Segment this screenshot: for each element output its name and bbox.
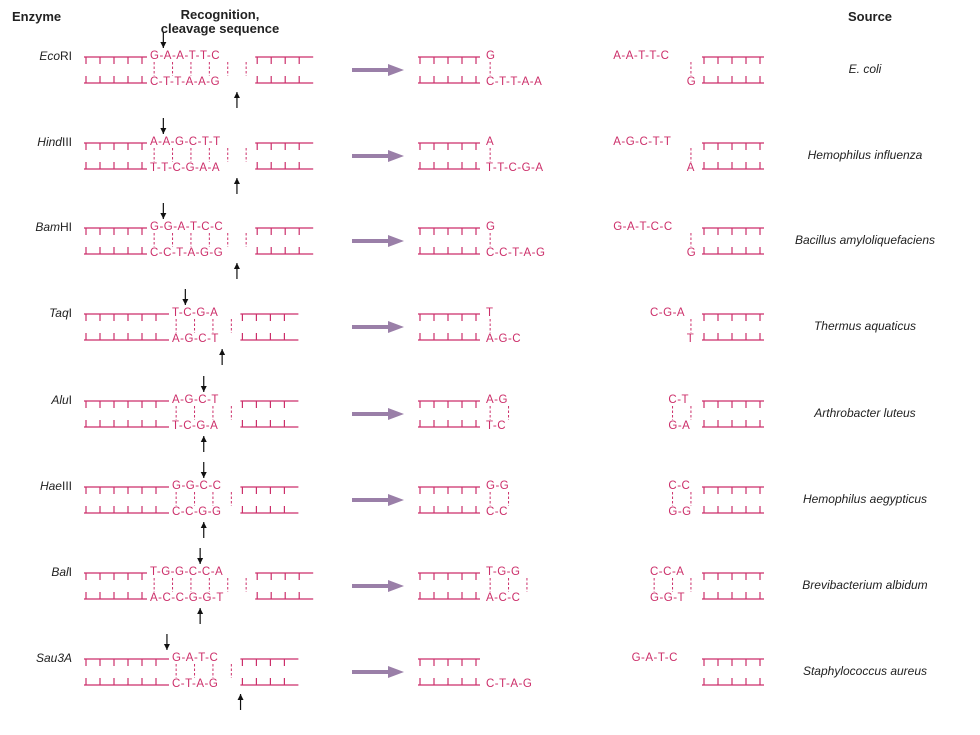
- enzyme-name-italic: Taq: [49, 306, 69, 320]
- source-organism: Thermus aquaticus: [813, 319, 917, 333]
- source-organism: Bacillus amyloliquefaciens: [794, 233, 936, 247]
- source-organism: Hemophilus influenza: [807, 148, 923, 162]
- recognition-top-strand: T-C-G-A: [172, 307, 219, 319]
- cut-site-arrow-bottom-head: [201, 522, 207, 528]
- right-fragment-bottom: A: [686, 162, 695, 174]
- enzyme-name-italic: Hae: [39, 479, 62, 493]
- recognition-bottom-strand: C-C-G-G: [172, 506, 222, 518]
- left-fragment-top: T-G-G: [486, 566, 521, 578]
- enzyme-name-suffix: III: [61, 479, 72, 493]
- cut-site-arrow-top-head: [160, 213, 166, 219]
- left-fragment-bottom: C-T-A-G: [486, 678, 533, 690]
- enzyme-name-suffix: III: [61, 135, 72, 149]
- enzyme-name-italic: Bam: [35, 220, 60, 234]
- right-fragment-top: G-A-T-C-C: [613, 221, 673, 233]
- cut-site-arrow-top-head: [160, 42, 166, 48]
- right-fragment-top: A-A-T-T-C: [613, 50, 670, 62]
- recognition-top-strand: G-G-A-T-C-C: [150, 221, 224, 233]
- header-recognition-line2: cleavage sequence: [160, 21, 280, 36]
- enzyme-name-suffix: I: [68, 565, 72, 579]
- left-fragment-bottom: T-C: [486, 420, 507, 432]
- cut-site-arrow-top-head: [164, 644, 170, 650]
- enzyme-name-italic: Eco: [39, 49, 60, 63]
- reaction-arrow-head: [388, 64, 404, 76]
- enzyme-name-suffix: HI: [60, 220, 72, 234]
- left-fragment-top: T: [486, 307, 494, 319]
- recognition-bottom-strand: C-C-T-A-G-G: [150, 247, 224, 259]
- cut-site-arrow-bottom-head: [201, 436, 207, 442]
- right-fragment-top: C-C-A: [650, 566, 685, 578]
- header-enzyme: Enzyme: [12, 9, 62, 24]
- reaction-arrow-head: [388, 580, 404, 592]
- reaction-arrow-head: [388, 321, 404, 333]
- cut-site-arrow-bottom-head: [238, 694, 244, 700]
- left-fragment-top: A: [486, 136, 495, 148]
- cut-site-arrow-top-head: [160, 128, 166, 134]
- source-organism: E. coli: [848, 62, 882, 76]
- left-fragment-bottom: A-G-C: [486, 333, 522, 345]
- right-fragment-bottom: G-G-T: [650, 592, 686, 604]
- enzyme-name-suffix: RI: [60, 49, 72, 63]
- cut-site-arrow-bottom-head: [219, 349, 225, 355]
- reaction-arrow-head: [388, 408, 404, 420]
- recognition-top-strand: T-G-G-C-C-A: [150, 566, 224, 578]
- right-fragment-top: A-G-C-T-T: [613, 136, 672, 148]
- cut-site-arrow-bottom-head: [234, 178, 240, 184]
- enzyme-name-italic: Sau3A: [35, 651, 72, 665]
- source-organism: Hemophilus aegypticus: [802, 492, 928, 506]
- recognition-bottom-strand: C-T-T-A-A-G: [150, 76, 221, 88]
- recognition-bottom-strand: C-T-A-G: [172, 678, 219, 690]
- header-recognition-line1: Recognition,: [180, 7, 260, 22]
- right-fragment-top: C-C: [668, 480, 691, 492]
- source-organism: Staphylococcus aureus: [802, 664, 928, 678]
- cut-site-arrow-top-head: [201, 386, 207, 392]
- right-fragment-top: C-T: [668, 394, 690, 406]
- right-fragment-bottom: T: [686, 333, 695, 345]
- enzyme-name-italic: Hind: [37, 135, 62, 149]
- recognition-top-strand: A-A-G-C-T-T: [150, 136, 221, 148]
- right-fragment-top: G-A-T-C: [631, 652, 678, 664]
- recognition-bottom-strand: T-C-G-A: [172, 420, 219, 432]
- right-fragment-top: C-G-A: [650, 307, 686, 319]
- cut-site-arrow-top-head: [182, 299, 188, 305]
- cut-site-arrow-top-head: [197, 558, 203, 564]
- cut-site-arrow-bottom-head: [197, 608, 203, 614]
- reaction-arrow-head: [388, 494, 404, 506]
- left-fragment-bottom: A-C-C: [486, 592, 521, 604]
- recognition-bottom-strand: A-C-C-G-G-T: [150, 592, 224, 604]
- left-fragment-top: A-G: [486, 394, 508, 406]
- cut-site-arrow-bottom-head: [234, 263, 240, 269]
- left-fragment-top: G-G: [486, 480, 510, 492]
- reaction-arrow-head: [388, 666, 404, 678]
- enzyme-name-italic: Alu: [51, 393, 69, 407]
- left-fragment-top: G: [486, 221, 496, 233]
- source-organism: Arthrobacter luteus: [814, 406, 916, 420]
- reaction-arrow-head: [388, 235, 404, 247]
- recognition-top-strand: G-A-A-T-T-C: [150, 50, 221, 62]
- right-fragment-bottom: G-A: [668, 420, 691, 432]
- cut-site-arrow-bottom-head: [234, 92, 240, 98]
- reaction-arrow-head: [388, 150, 404, 162]
- source-organism: Brevibacterium albidum: [802, 578, 928, 592]
- recognition-top-strand: G-G-C-C: [172, 480, 222, 492]
- right-fragment-bottom: G-G: [668, 506, 692, 518]
- left-fragment-bottom: T-T-C-G-A: [486, 162, 544, 174]
- recognition-top-strand: A-G-C-T: [172, 394, 219, 406]
- recognition-bottom-strand: A-G-C-T: [172, 333, 219, 345]
- right-fragment-bottom: G: [686, 76, 697, 88]
- left-fragment-bottom: C-C: [486, 506, 508, 518]
- cut-site-arrow-top-head: [201, 472, 207, 478]
- header-source: Source: [847, 9, 893, 24]
- enzyme-name-suffix: I: [68, 393, 72, 407]
- left-fragment-bottom: C-T-T-A-A: [486, 76, 543, 88]
- enzyme-name-suffix: I: [68, 306, 72, 320]
- right-fragment-bottom: G: [686, 247, 697, 259]
- recognition-bottom-strand: T-T-C-G-A-A: [150, 162, 221, 174]
- left-fragment-bottom: C-C-T-A-G: [486, 247, 546, 259]
- enzyme-name-italic: Bal: [51, 565, 69, 579]
- left-fragment-top: G: [486, 50, 496, 62]
- recognition-top-strand: G-A-T-C: [172, 652, 219, 664]
